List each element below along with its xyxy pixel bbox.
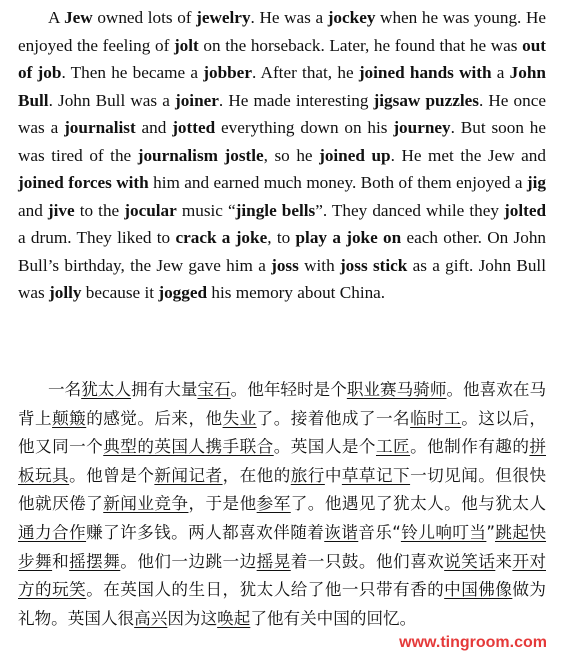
keyword: joss stick <box>339 255 408 275</box>
text-run: 一名 <box>48 380 82 399</box>
keyword-translation: 唤起 <box>217 608 251 628</box>
keyword-translation: 摇摆舞 <box>69 551 121 571</box>
keyword-translation: 旅行 <box>290 465 325 485</box>
keyword: jobber <box>203 63 252 82</box>
text-run: , so he <box>263 145 320 165</box>
keyword-translation: 典型的英国人 <box>103 437 206 457</box>
text-run: 。在英国人的生日，犹太人给了他一只带有香的 <box>86 580 445 600</box>
keyword-translation: 通力合作 <box>18 522 87 542</box>
text-run: and <box>135 118 173 137</box>
keyword: jingle bells <box>235 200 316 220</box>
keyword-translation: 跳起快步舞 <box>18 522 547 571</box>
keyword: John Bull <box>18 63 546 110</box>
keyword: jocular <box>124 200 177 220</box>
text-run: 。他年轻时是个 <box>230 380 347 399</box>
keyword-translation: 临时工 <box>410 408 462 428</box>
keyword-translation: 开对方的玩笑 <box>18 551 546 600</box>
text-run: a drum. They liked to <box>18 228 176 247</box>
text-run: his memory about China. <box>207 283 386 302</box>
keyword-translation: 工匠 <box>375 437 411 457</box>
keyword-translation: 颠簸 <box>52 408 87 428</box>
keyword-translation: 犹太人 <box>81 380 132 399</box>
keyword: jolted <box>504 200 547 220</box>
english-passage <box>18 4 546 307</box>
keyword: journalist <box>64 118 136 137</box>
text-run: 中 <box>324 465 342 485</box>
text-run: music “ <box>176 200 236 220</box>
keyword: joined forces with <box>18 173 149 192</box>
text-run: ” <box>486 522 495 542</box>
text-run: 一切见闻。但很快他就厌倦了 <box>18 465 546 514</box>
keyword: journalism jostle <box>137 145 264 165</box>
keyword-translation: 诙谐 <box>324 522 359 542</box>
keyword: jewelry <box>196 8 251 27</box>
text-run: 音乐“ <box>358 522 401 542</box>
text-run: . He once was a <box>18 90 546 137</box>
keyword: jive <box>47 200 75 220</box>
text-run: ，于是他 <box>188 494 257 514</box>
text-run: 和 <box>52 551 70 571</box>
keyword: out of job <box>18 35 546 82</box>
text-run: each other. On John Bull’s birthday, the Jew gave him a <box>18 228 547 275</box>
text-run: A <box>48 8 65 27</box>
text-run: when he was young. He enjoyed the feeling of <box>18 8 546 55</box>
keyword: joined hands with <box>358 63 492 82</box>
text-run: . He made interesting <box>218 90 374 110</box>
text-run: 。他制作有趣的 <box>410 437 530 457</box>
keyword-translation: 草草记下 <box>341 465 411 485</box>
watermark: www.tingroom.com <box>399 634 547 651</box>
text-run: 做为礼物。英国人很 <box>18 580 546 628</box>
keyword: jockey <box>327 8 376 27</box>
text-run: ，在他的 <box>222 465 291 485</box>
keyword-translation: 携手联合 <box>205 437 274 457</box>
text-run: 了他有关中国的回忆。 <box>250 608 417 628</box>
keyword-translation: 铃儿响叮当 <box>400 522 487 542</box>
keyword: jig <box>526 173 546 192</box>
text-run: , to <box>267 228 296 247</box>
text-run: 了。他遇见了犹太人。他与犹太人 <box>290 494 546 514</box>
text-run: owned lots of <box>92 8 197 27</box>
text-run: 着一只鼓。他们喜欢 <box>290 551 445 571</box>
keyword: joiner <box>174 90 219 110</box>
text-run: 的感觉。后来，他 <box>86 408 223 428</box>
text-run: ”. They danced while they <box>315 200 505 220</box>
keyword-translation: 参军 <box>256 494 291 514</box>
text-run: . But soon he was tired of the <box>18 118 546 165</box>
keyword: Jew <box>64 8 93 27</box>
text-run: everything down on his <box>215 118 394 137</box>
text-run: on the horseback. Later, he found that he was <box>198 35 523 55</box>
keyword: joined up <box>319 145 391 165</box>
text-run: 。英国人是个 <box>273 437 376 457</box>
keyword-translation: 高兴 <box>134 608 168 628</box>
keyword: crack a joke <box>175 228 268 247</box>
keyword-translation: 中国佛像 <box>444 580 513 600</box>
text-run: 了。接着他成了一名 <box>256 408 411 428</box>
keyword-translation: 职业赛马骑师 <box>346 380 447 399</box>
text-run: with <box>298 255 340 275</box>
text-run: 。他曾是个 <box>69 465 155 485</box>
keyword: journey <box>393 118 451 137</box>
text-run: 。他们一边跳一边 <box>120 551 257 571</box>
text-run: . He was a <box>250 8 328 27</box>
chinese-translation <box>18 376 546 633</box>
text-run: 赚了许多钱。两人都喜欢伴随着 <box>86 522 325 542</box>
keyword-translation: 宝石 <box>197 380 231 399</box>
text-run: . John Bull was a <box>48 90 175 110</box>
text-run: and <box>18 200 48 220</box>
text-run: . Then he became a <box>61 63 204 82</box>
text-run: him and earned much money. Both of them enjoyed a <box>148 173 527 192</box>
text-run: 因为这 <box>167 608 218 628</box>
keyword: jolly <box>49 283 82 302</box>
keyword-translation: 失业 <box>222 408 257 428</box>
text-run: . He met the Jew and <box>390 145 546 165</box>
keyword: jotted <box>172 118 216 137</box>
text-run: to the <box>74 200 125 220</box>
text-run: as a gift. John Bull was <box>18 255 546 302</box>
text-run: a <box>491 63 510 82</box>
chinese-paragraph <box>18 376 546 633</box>
keyword: jogged <box>158 283 208 302</box>
keyword: play a joke on <box>295 228 402 247</box>
keyword-translation: 说笑话 <box>444 551 496 571</box>
keyword: joss <box>271 255 299 275</box>
keyword: jigsaw puzzles <box>373 90 479 110</box>
keyword-translation: 新闻记者 <box>154 465 223 485</box>
text-run: 。他喜欢在马背上 <box>18 380 547 428</box>
text-run: . After that, he <box>251 63 359 82</box>
keyword-translation: 拼板玩具 <box>18 437 546 485</box>
keyword-translation: 新闻业竞争 <box>103 494 189 514</box>
text-run: 拥有大量 <box>131 380 198 399</box>
keyword: jolt <box>173 35 199 55</box>
text-run: because it <box>81 283 159 302</box>
text-run: 。这以后，他又同一个 <box>18 408 546 457</box>
keyword-translation: 摇晃 <box>256 551 291 571</box>
english-paragraph <box>18 4 546 307</box>
text-run: 来 <box>495 551 513 571</box>
